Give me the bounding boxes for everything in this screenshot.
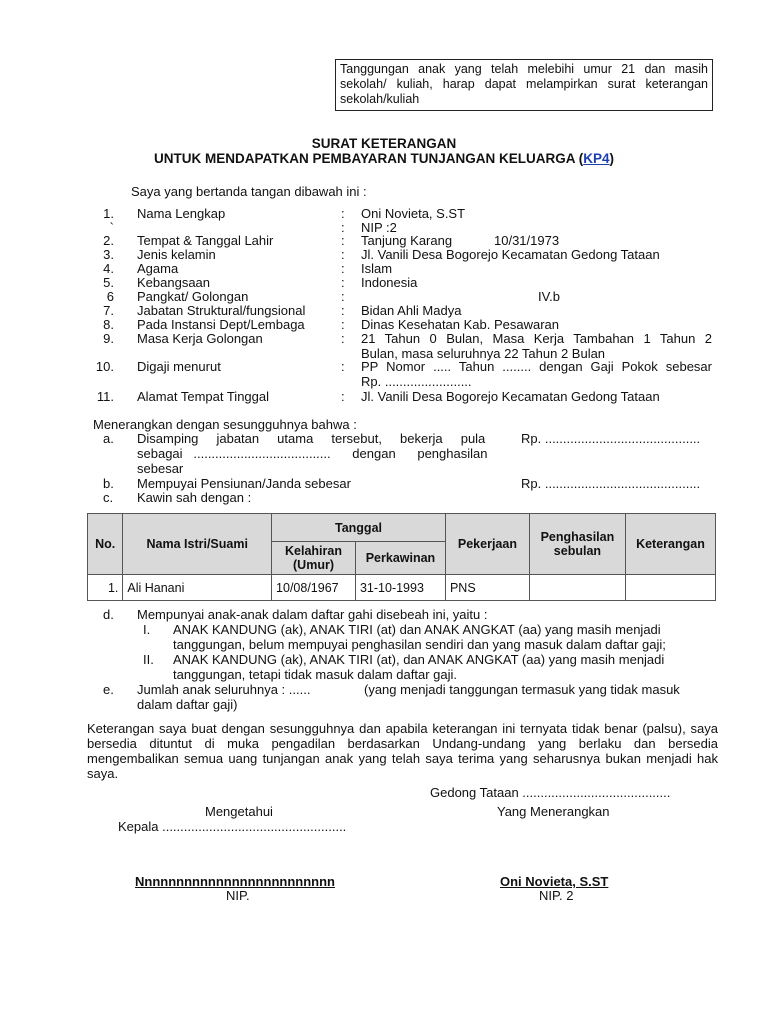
field-label: Pada Instansi Dept/Lembaga	[137, 317, 305, 332]
field-value-2: IV.b	[538, 289, 560, 304]
field-num: `	[109, 220, 114, 235]
item-b-letter: b.	[103, 476, 114, 491]
field-value-line2: Rp. ........................	[361, 374, 472, 389]
item-d1-roman: I.	[143, 622, 151, 637]
item-d1-line1: ANAK KANDUNG (ak), ANAK TIRI (at) dan ANAK ANGKAT (aa) yang masih menjadi	[173, 622, 661, 637]
cell-keterangan	[625, 575, 715, 601]
left-sig-name: Nnnnnnnnnnnnnnnnnnnnnnnnn	[135, 874, 335, 889]
closing-paragraph: Keterangan saya buat dengan sesungguhnya dan apabila keterangan ini ternyata tidak benar (palsu), saya bersedia dituntut di muka pengadilan berdasarkan Undang-undang yang berlaku dan bersedia mengembalikan semua uang tunjangan anak yang telah saya terima yang seharusnya bukan menjadi hak saya.	[87, 721, 718, 781]
declare-text: Menerangkan dengan sesungguhnya bahwa :	[93, 417, 357, 432]
item-d-text: Mempunyai anak-anak dalam daftar gahi disebeah ini, yaitu :	[137, 607, 488, 622]
item-e-line2: dalam daftar gaji)	[137, 697, 238, 712]
field-label: Jenis kelamin	[137, 247, 216, 262]
place-date: Gedong Tataan .........................................	[430, 785, 671, 800]
field-value: Islam	[361, 261, 393, 276]
field-value: Tanjung Karang	[361, 233, 453, 248]
cell-penghasilan	[529, 575, 625, 601]
item-c-letter: c.	[103, 490, 114, 505]
item-a-line3: sebesar	[137, 461, 184, 476]
field-num: 2.	[103, 233, 114, 248]
field-label: Masa Kerja Golongan	[137, 331, 263, 346]
item-e-line1a: Jumlah anak seluruhnya : ......	[137, 682, 311, 697]
field-num: 5.	[103, 275, 114, 290]
doc-title: SURAT KETERANGAN	[311, 136, 457, 151]
field-colon: :	[341, 303, 345, 318]
left-sig-nip: NIP.	[226, 888, 250, 903]
field-label: Jabatan Struktural/fungsional	[137, 303, 306, 318]
item-a-letter: a.	[103, 431, 114, 446]
field-label: Pangkat/ Golongan	[137, 289, 249, 304]
field-label: Alamat Tempat Tinggal	[137, 389, 269, 404]
item-b-text: Mempuyai Pensiunan/Janda sebesar	[137, 476, 351, 491]
th-keterangan: Keterangan	[625, 514, 715, 575]
item-b-rp: Rp. ...........................................	[521, 476, 701, 491]
field-num: 3.	[103, 247, 114, 262]
right-sig-head: Yang Menerangkan	[497, 804, 610, 819]
subtitle-close: )	[609, 151, 615, 166]
field-value: Jl. Vanili Desa Bogorejo Kecamatan Gedong Tataan	[361, 247, 660, 262]
item-d1-line2: tanggungan, belum mempuyai penghasilan sendiri dan yang masuk dalam daftar gaji;	[173, 637, 666, 652]
th-penghasilan: Penghasilan sebulan	[529, 514, 625, 575]
field-colon: :	[341, 389, 345, 404]
item-a-line1: Disamping jabatan utama tersebut, bekerja pula	[137, 431, 486, 446]
th-kelahiran: Kelahiran (Umur)	[272, 542, 356, 575]
field-label: Agama	[137, 261, 179, 276]
field-value: Indonesia	[361, 275, 418, 290]
field-value: Oni Novieta, S.ST	[361, 206, 466, 221]
th-nama: Nama Istri/Suami	[123, 514, 272, 575]
item-d-letter: d.	[103, 607, 114, 622]
left-sig-role: Kepala ...................................................	[118, 819, 347, 834]
field-colon: :	[341, 233, 345, 248]
doc-subtitle	[0, 151, 768, 166]
field-value: Bidan Ahli Madya	[361, 303, 462, 318]
field-num: 4.	[103, 261, 114, 276]
field-colon: :	[341, 359, 345, 374]
field-label: Tempat & Tanggal Lahir	[137, 233, 274, 248]
right-sig-name: Oni Novieta, S.ST	[500, 874, 609, 889]
field-num: 1.	[103, 206, 114, 221]
item-e-line1b: (yang menjadi tanggungan termasuk yang tidak masuk	[364, 682, 680, 697]
cell-pekerjaan: PNS	[445, 575, 529, 601]
field-value: Jl. Vanili Desa Bogorejo Kecamatan Gedong Tataan	[361, 389, 660, 404]
spouse-table	[87, 513, 716, 601]
intro-text: Saya yang bertanda tangan dibawah ini :	[131, 184, 367, 199]
item-d2-line1: ANAK KANDUNG (ak), ANAK TIRI (at), dan ANAK ANGKAT (aa) yang masih menjadi	[173, 652, 665, 667]
table-row	[88, 575, 716, 601]
field-colon: :	[341, 261, 345, 276]
field-colon: :	[341, 206, 345, 221]
field-num: 6	[106, 289, 114, 304]
th-pekerjaan: Pekerjaan	[445, 514, 529, 575]
th-tanggal: Tanggal	[272, 514, 446, 542]
item-d2-line2: tanggungan, tetapi tidak masuk dalam daftar gaji.	[173, 667, 458, 682]
cell-kelahiran: 10/08/1967	[272, 575, 356, 601]
field-num: 8.	[103, 317, 114, 332]
field-label: Nama Lengkap	[137, 206, 226, 221]
field-colon: :	[341, 289, 345, 304]
field-value: 21 Tahun 0 Bulan, Masa Kerja Tambahan 1 Tahun 2	[361, 331, 712, 346]
field-colon: :	[341, 317, 345, 332]
field-colon: :	[341, 275, 345, 290]
th-perkawinan: Perkawinan	[355, 542, 445, 575]
field-num: 7.	[103, 303, 114, 318]
field-num: 11.	[96, 389, 114, 404]
field-value-2: 10/31/1973	[494, 233, 560, 248]
item-a-rp: Rp. ...........................................	[521, 431, 701, 446]
cell-nama: Ali Hanani	[123, 575, 272, 601]
field-label: Digaji menurut	[137, 359, 221, 374]
th-no: No.	[88, 514, 123, 575]
field-num: 9.	[103, 331, 114, 346]
cell-perkawinan: 31-10-1993	[355, 575, 445, 601]
right-sig-nip: NIP. 2	[539, 888, 574, 903]
subtitle-text: UNTUK MENDAPATKAN PEMBAYARAN TUNJANGAN KELUARGA (	[153, 151, 584, 166]
field-colon: :	[341, 220, 345, 235]
kp4-link[interactable]: KP4	[583, 151, 610, 166]
item-a-line2: sebagai ...................................... dengan penghasilan	[137, 446, 488, 461]
field-colon: :	[341, 331, 345, 346]
field-label: Kebangsaan	[137, 275, 211, 290]
note-box: Tanggungan anak yang telah melebihi umur 21 dan masih sekolah/ kuliah, harap dapat melampirkan surat keterangan sekolah/kuliah	[335, 59, 713, 111]
item-c-text: Kawin sah dengan :	[137, 490, 252, 505]
field-num: 10.	[95, 359, 114, 374]
cell-no: 1.	[88, 575, 123, 601]
item-d2-roman: II.	[143, 652, 154, 667]
field-colon: :	[341, 247, 345, 262]
field-value-line2: Bulan, masa seluruhnya 22 Tahun 2 Bulan	[361, 346, 606, 361]
item-e-letter: e.	[103, 682, 114, 697]
field-value: PP Nomor ..... Tahun ........ dengan Gaji Pokok sebesar	[361, 359, 712, 374]
field-value: NIP :2	[361, 220, 397, 235]
left-sig-head: Mengetahui	[205, 804, 273, 819]
field-value: Dinas Kesehatan Kab. Pesawaran	[361, 317, 560, 332]
